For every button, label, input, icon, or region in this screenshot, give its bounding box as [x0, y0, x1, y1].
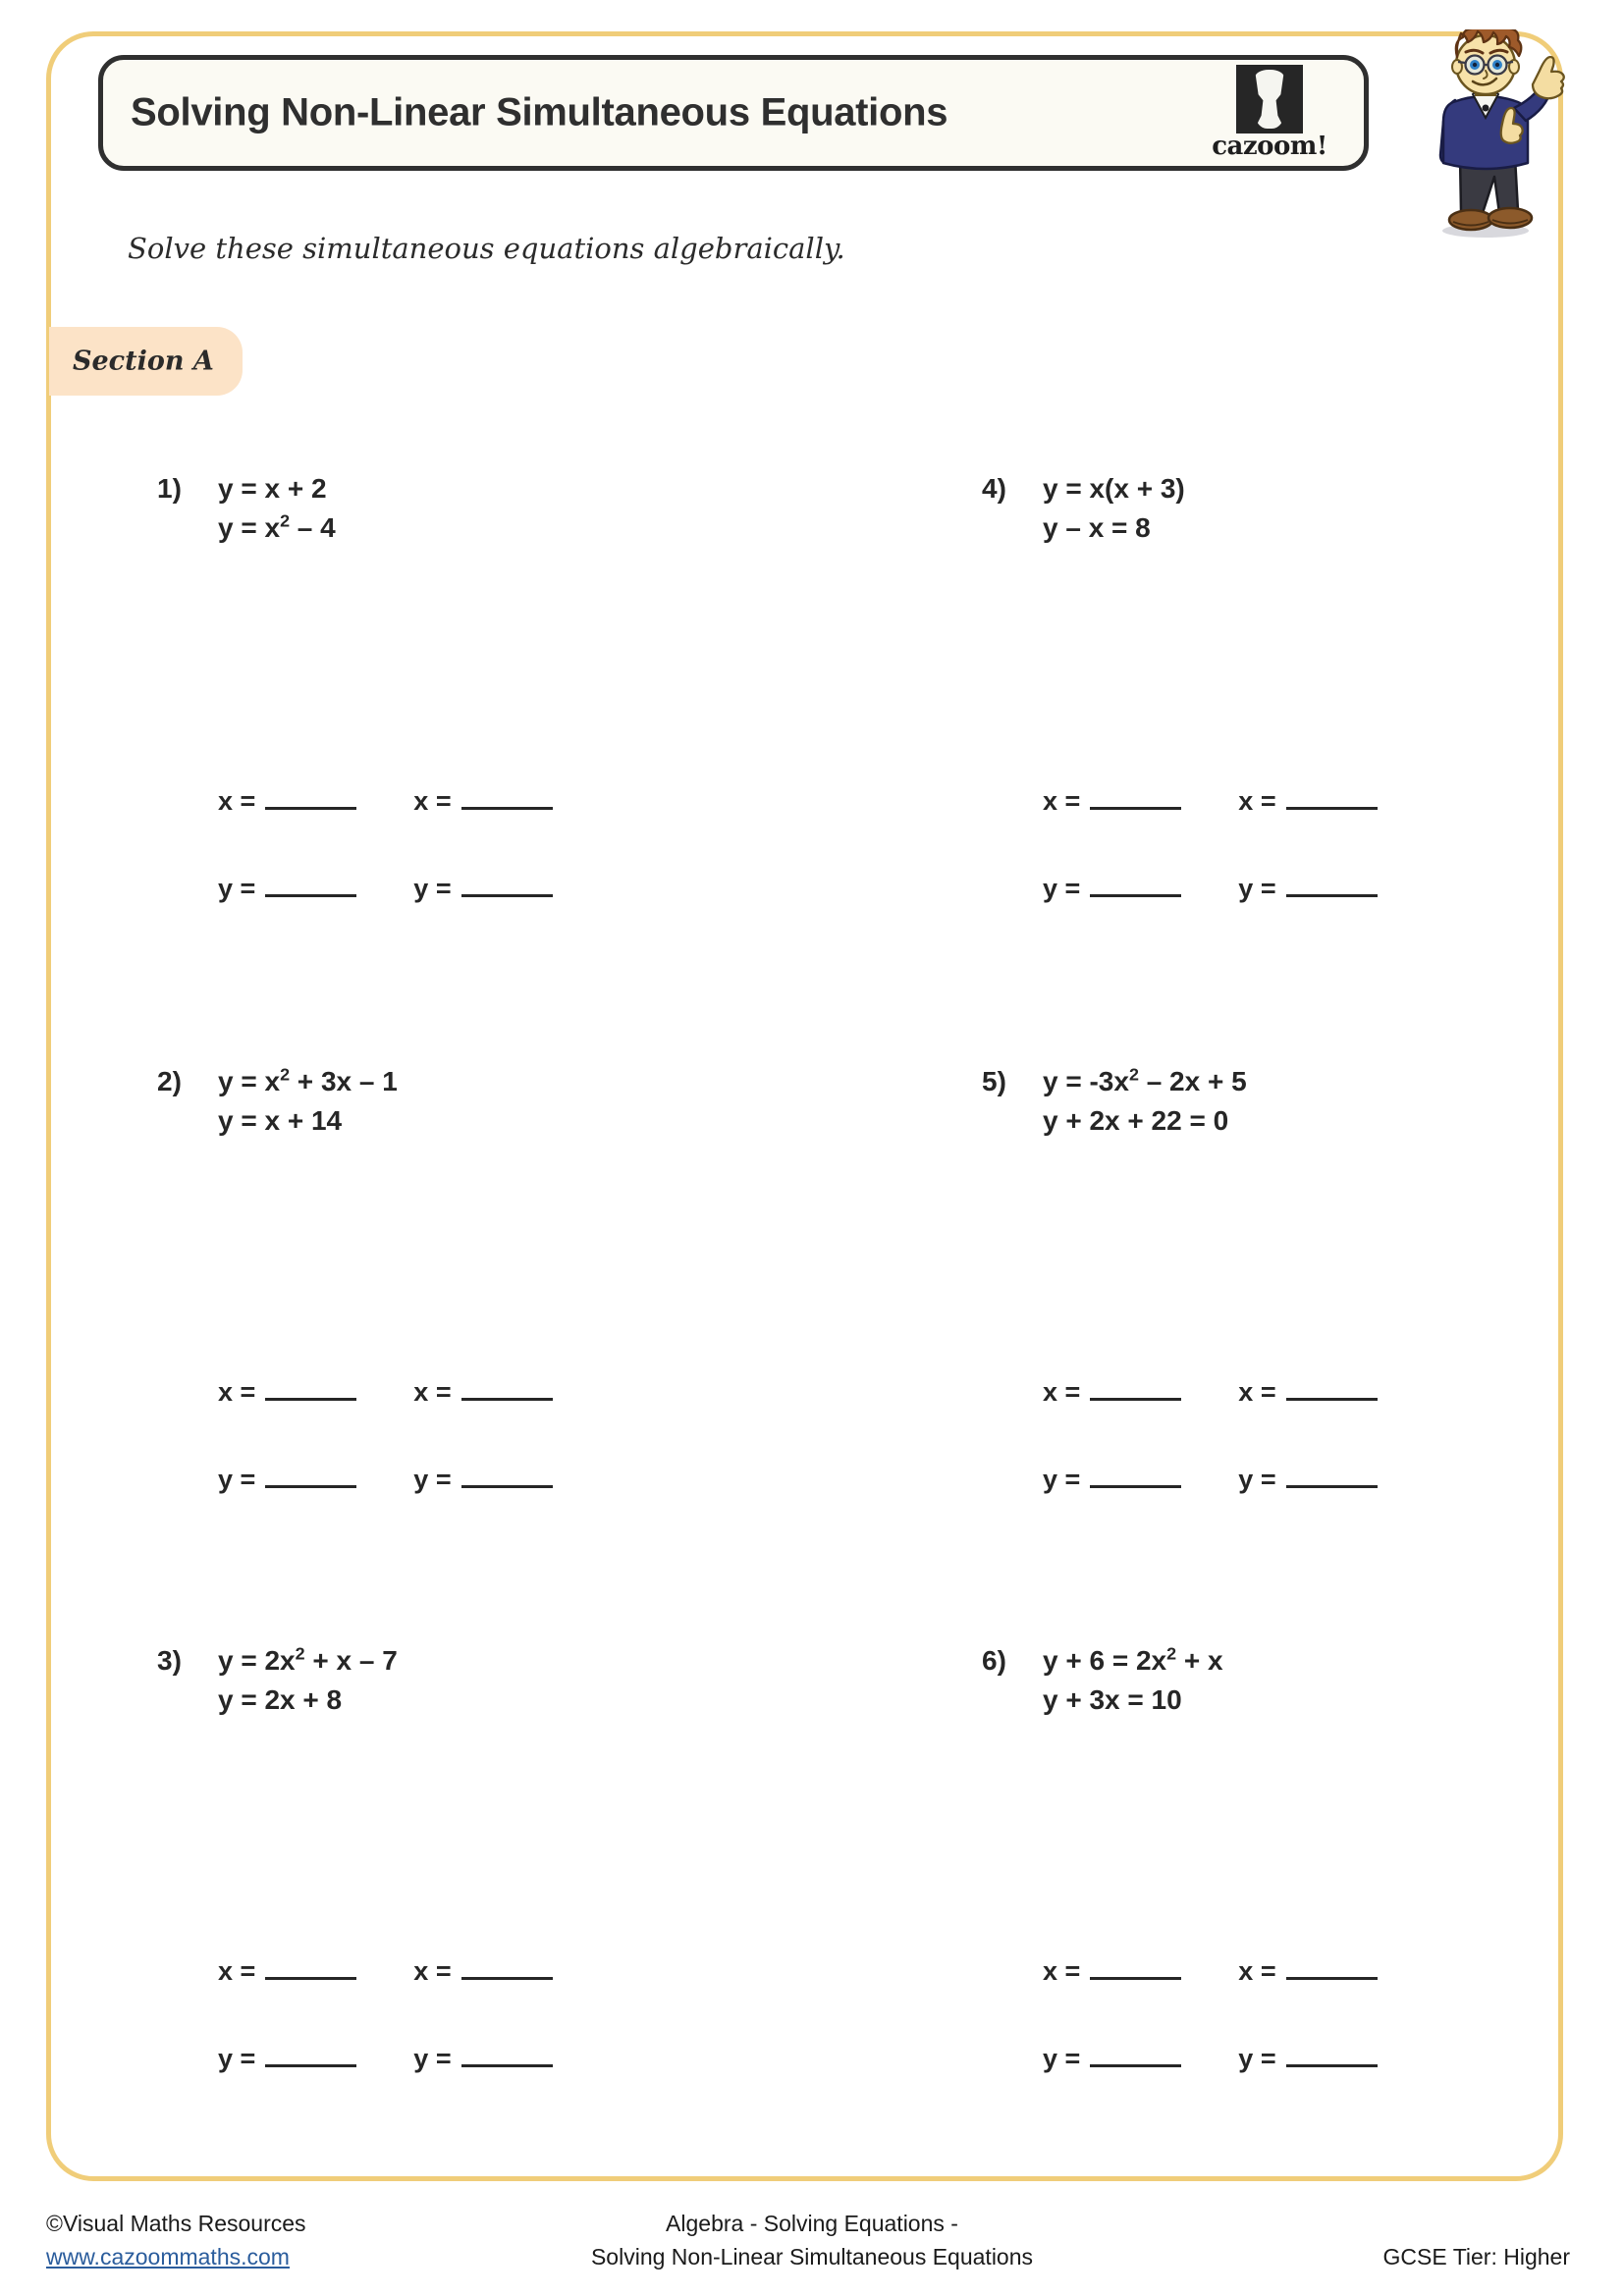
answer-row-y — [218, 2043, 768, 2074]
answer-y-label: y = — [218, 2044, 256, 2073]
equation-line-2: y = 2x + 8 — [218, 1684, 343, 1715]
answer-blank[interactable] — [265, 2043, 356, 2067]
page-title: Solving Non-Linear Simultaneous Equations — [131, 90, 948, 134]
question-2-answers — [218, 1376, 768, 1495]
answer-blank[interactable] — [1090, 873, 1181, 897]
instruction-text: Solve these simultaneous equations algebraically. — [128, 232, 845, 265]
answer-blank[interactable] — [1286, 873, 1378, 897]
answer-blank[interactable] — [1090, 1464, 1181, 1488]
equation-line-2: y + 2x + 22 = 0 — [1043, 1105, 1229, 1136]
answer-blank[interactable] — [1090, 2043, 1181, 2067]
question-number: 1) — [157, 473, 182, 504]
answer-y-2[interactable] — [413, 2043, 552, 2074]
answer-y-label: y = — [1238, 874, 1276, 903]
answer-x-label: x = — [413, 1377, 452, 1407]
answer-x-2[interactable] — [1238, 1376, 1377, 1408]
equation-line-2: $y = x^2 - 4$ — [218, 510, 336, 543]
answer-x-label: x = — [1238, 1956, 1276, 1986]
footer-website-link[interactable]: www.cazoommaths.com — [46, 2244, 290, 2269]
footer-copyright: ©Visual Maths Resources — [46, 2211, 306, 2236]
answer-blank[interactable] — [461, 2043, 553, 2067]
answer-blank[interactable] — [1286, 2043, 1378, 2067]
section-label: Section A — [73, 346, 214, 377]
answer-x-label: x = — [1238, 1377, 1276, 1407]
vase-shape — [1255, 70, 1284, 129]
answer-x-2[interactable] — [413, 785, 552, 817]
answer-x-2[interactable] — [413, 1376, 552, 1408]
answer-row-y — [218, 1464, 768, 1495]
question-number: 5) — [982, 1066, 1006, 1096]
answer-y-2[interactable] — [413, 873, 552, 904]
question-equations — [218, 1641, 398, 1720]
question-equations — [1043, 1641, 1223, 1720]
answer-blank[interactable] — [1090, 1376, 1181, 1401]
answer-row-y — [1043, 1464, 1593, 1495]
question-number: 4) — [982, 473, 1006, 504]
answer-blank[interactable] — [1090, 785, 1181, 810]
answer-x-2[interactable] — [1238, 785, 1377, 817]
answer-blank[interactable] — [1286, 785, 1378, 810]
answer-x-2[interactable] — [413, 1955, 552, 1987]
section-banner — [49, 327, 243, 396]
answer-row-x — [218, 1955, 768, 1987]
cazoom-logo-wordmark: cazoom! — [1212, 132, 1327, 161]
answer-blank[interactable] — [461, 873, 553, 897]
footer-center — [0, 2207, 1624, 2273]
answer-x-2[interactable] — [1238, 1955, 1377, 1987]
answer-blank[interactable] — [265, 1376, 356, 1401]
answer-blank[interactable] — [265, 873, 356, 897]
answer-y-1[interactable] — [218, 2043, 356, 2074]
answer-x-1[interactable] — [218, 1376, 356, 1408]
question-number: 6) — [982, 1645, 1006, 1676]
answer-y-label: y = — [413, 1465, 452, 1494]
question-equations — [218, 469, 336, 548]
answer-row-x — [218, 785, 768, 817]
question-1 — [157, 469, 766, 548]
question-3-answers — [218, 1955, 768, 2074]
worksheet-title-box — [98, 55, 1369, 171]
answer-blank[interactable] — [265, 1955, 356, 1980]
answer-blank[interactable] — [1286, 1376, 1378, 1401]
answer-x-label: x = — [1043, 1377, 1081, 1407]
answer-y-label: y = — [1238, 1465, 1276, 1494]
answer-blank[interactable] — [461, 1955, 553, 1980]
answer-x-label: x = — [218, 786, 256, 816]
answer-y-label: y = — [413, 874, 452, 903]
equation-line-1: $y = x^2 + 3x - 1$ — [218, 1064, 398, 1096]
answer-y-label: y = — [413, 2044, 452, 2073]
footer-tier: GCSE Tier: Higher — [1382, 2244, 1570, 2269]
answer-y-1[interactable] — [1043, 1464, 1181, 1495]
answer-x-label: x = — [1238, 786, 1276, 816]
answer-y-label: y = — [1238, 2044, 1276, 2073]
footer-topic-line-1: Algebra - Solving Equations - — [666, 2211, 958, 2236]
answer-row-x — [1043, 1376, 1593, 1408]
equation-line-2: y + 3x = 10 — [1043, 1684, 1182, 1715]
answer-y-1[interactable] — [1043, 873, 1181, 904]
answer-y-label: y = — [1043, 2044, 1081, 2073]
answer-blank[interactable] — [1090, 1955, 1181, 1980]
answer-blank[interactable] — [461, 1376, 553, 1401]
answer-y-2[interactable] — [1238, 1464, 1377, 1495]
cazoom-vase-icon — [1236, 65, 1303, 133]
answer-x-1[interactable] — [1043, 785, 1181, 817]
equation-line-1: $y = 2x^2 + x - 7$ — [218, 1643, 398, 1676]
answer-y-label: y = — [218, 874, 256, 903]
answer-x-1[interactable] — [218, 1955, 356, 1987]
question-4-answers — [1043, 785, 1593, 904]
question-4 — [982, 469, 1591, 548]
question-2 — [157, 1062, 766, 1141]
page-footer — [0, 2207, 1624, 2295]
equation-line-2: y = x + 14 — [218, 1105, 343, 1136]
question-3 — [157, 1641, 766, 1720]
answer-x-1[interactable] — [218, 785, 356, 817]
footer-topic-line-2: Solving Non-Linear Simultaneous Equations — [590, 2244, 1034, 2269]
answer-blank[interactable] — [265, 1464, 356, 1488]
answer-blank[interactable] — [1286, 1464, 1378, 1488]
answer-x-label: x = — [413, 786, 452, 816]
answer-y-2[interactable] — [1238, 873, 1377, 904]
answer-x-1[interactable] — [1043, 1376, 1181, 1408]
answer-y-1[interactable] — [218, 873, 356, 904]
answer-y-2[interactable] — [1238, 2043, 1377, 2074]
question-number: 3) — [157, 1645, 182, 1676]
equation-line-1: $y = -3x^2 - 2x + 5$ — [1043, 1064, 1247, 1096]
question-6-answers — [1043, 1955, 1593, 2074]
answer-blank[interactable] — [461, 1464, 553, 1488]
answer-blank[interactable] — [1286, 1955, 1378, 1980]
answer-row-y — [1043, 2043, 1593, 2074]
answer-row-y — [1043, 873, 1593, 904]
answer-y-label: y = — [1043, 1465, 1081, 1494]
equation-line-1: y = x + 2 — [218, 473, 327, 504]
answer-x-label: x = — [413, 1956, 452, 1986]
answer-y-2[interactable] — [413, 1464, 552, 1495]
answer-row-x — [1043, 785, 1593, 817]
answer-x-label: x = — [218, 1956, 256, 1986]
equation-line-2: y – x = 8 — [1043, 512, 1151, 543]
question-5-answers — [1043, 1376, 1593, 1495]
answer-y-label: y = — [1043, 874, 1081, 903]
cartoon-student-illustration — [1404, 29, 1571, 240]
question-number: 2) — [157, 1066, 182, 1096]
answer-x-label: x = — [1043, 1956, 1081, 1986]
equation-line-1: $y + 6 = 2x^2 + x$ — [1043, 1643, 1223, 1676]
question-6 — [982, 1641, 1591, 1720]
question-equations — [218, 1062, 398, 1141]
answer-y-label: y = — [218, 1465, 256, 1494]
question-1-answers — [218, 785, 768, 904]
question-equations — [1043, 469, 1185, 548]
question-equations — [1043, 1062, 1247, 1141]
answer-blank[interactable] — [265, 785, 356, 810]
answer-x-1[interactable] — [1043, 1955, 1181, 1987]
answer-x-label: x = — [1043, 786, 1081, 816]
answer-blank[interactable] — [461, 785, 553, 810]
answer-y-1[interactable] — [1043, 2043, 1181, 2074]
answer-y-1[interactable] — [218, 1464, 356, 1495]
cazoom-logo — [1201, 65, 1338, 161]
answer-x-label: x = — [218, 1377, 256, 1407]
answer-row-x — [218, 1376, 768, 1408]
equation-line-1: y = x(x + 3) — [1043, 473, 1185, 504]
question-5 — [982, 1062, 1591, 1141]
answer-row-y — [218, 873, 768, 904]
answer-row-x — [1043, 1955, 1593, 1987]
